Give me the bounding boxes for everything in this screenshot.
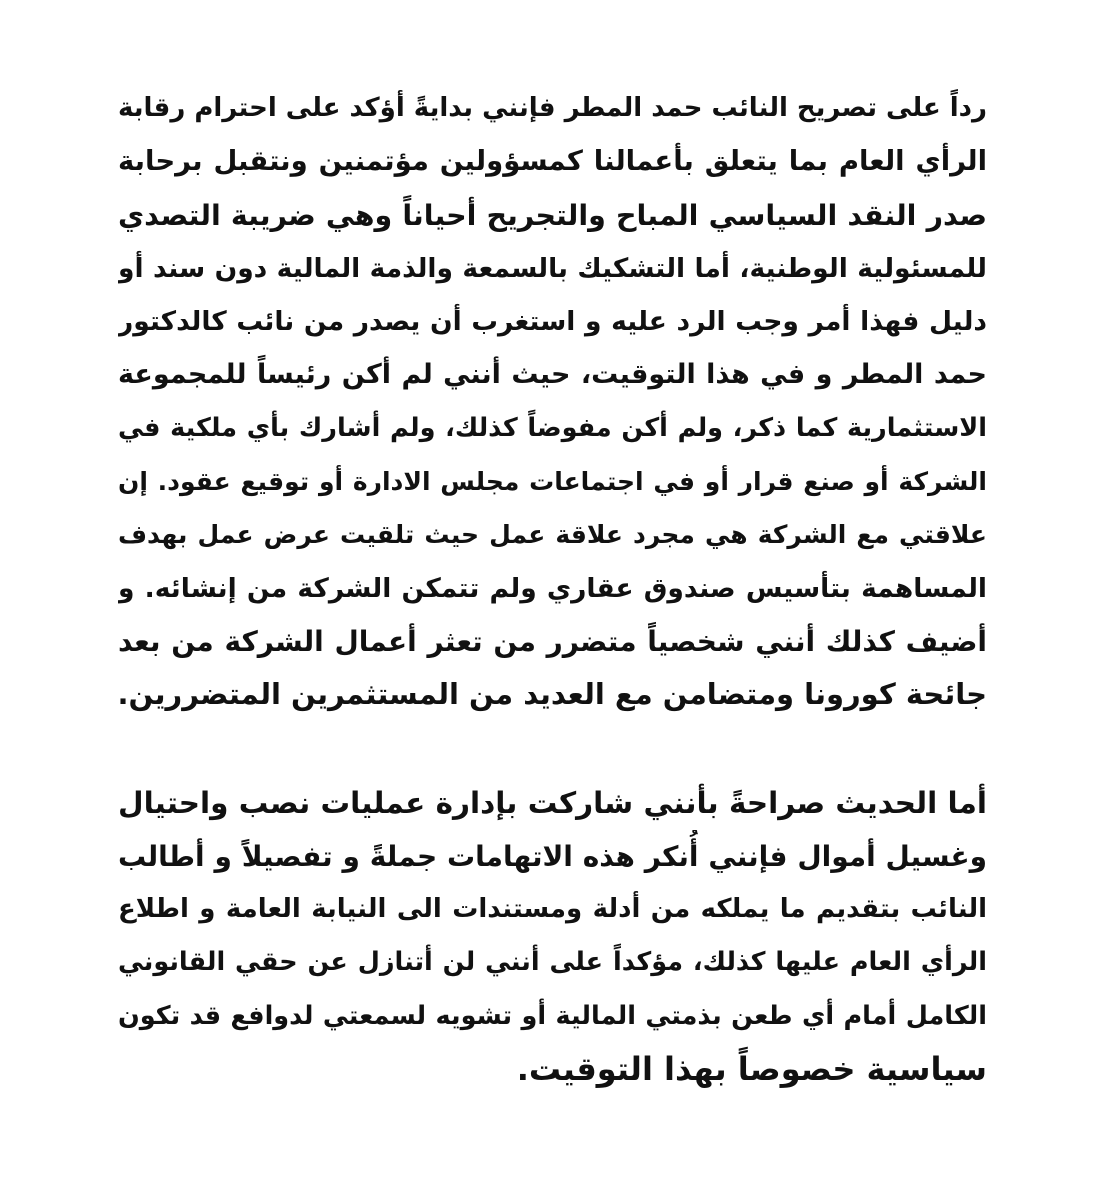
paragraph-response xyxy=(118,82,987,722)
text-line: النائب بتقديم ما يملكه من أدلة ومستندات الى النيابة العامة و اطلاع xyxy=(118,894,987,925)
text-line: الشركة أو صنع قرار أو في اجتماعات مجلس الادارة أو توقيع عقود. إن xyxy=(118,467,987,497)
text-line: المساهمة بتأسيس صندوق عقاري ولم تتمكن الشركة من إنشائه. و xyxy=(118,572,987,604)
text-line: الرأي العام عليها كذلك، مؤكداً على أنني لن أتنازل عن حقي القانوني xyxy=(118,947,987,978)
paragraph-spacer xyxy=(118,722,987,777)
statement-document xyxy=(118,82,987,1096)
text-line: أضيف كذلك أنني شخصياً متضرر من تعثر أعمال الشركة من بعد xyxy=(118,624,987,658)
text-line: وغسيل أموال فإنني أُنكر هذه الاتهامات جملةً و تفصيلاً و أطالب xyxy=(118,839,987,873)
text-line: دليل فهذا أمر وجب الرد عليه و استغرب أن يصدر من نائب كالدكتور xyxy=(118,306,987,338)
paragraph-denial xyxy=(118,777,987,1097)
text-line: صدر النقد السياسي المباح والتجريح أحياناً وهي ضريبة التصدي xyxy=(118,198,987,232)
text-line: علاقتي مع الشركة هي مجرد علاقة عمل حيث تلقيت عرض عمل بهدف xyxy=(118,520,987,550)
text-line: سياسية خصوصاً بهذا التوقيت. xyxy=(516,1050,987,1089)
text-line: الرأي العام بما يتعلق بأعمالنا كمسؤولين مؤتمنين ونتقبل برحابة xyxy=(118,145,987,178)
text-line: أما الحديث صراحةً بأنني شاركت بإدارة عمليات نصب واحتيال xyxy=(118,785,987,820)
text-line: للمسئولية الوطنية، أما التشكيك بالسمعة والذمة المالية دون سند أو xyxy=(118,252,987,284)
text-line: حمد المطر و في هذا التوقيت، حيث أنني لم أكن رئيساً للمجموعة xyxy=(118,359,987,391)
text-line: رداً على تصريح النائب حمد المطر فإنني بدايةً أؤكد على احترام رقابة xyxy=(118,93,987,123)
text-line: الاستثمارية كما ذكر، ولم أكن مفوضاً كذلك، ولم أشارك بأي ملكية في xyxy=(118,412,987,443)
text-line: جائحة كورونا ومتضامن مع العديد من المستثمرين المتضررين. xyxy=(118,677,987,712)
text-line: الكامل أمام أي طعن بذمتي المالية أو تشويه لسمعتي لدوافع قد تكون xyxy=(118,1000,987,1031)
